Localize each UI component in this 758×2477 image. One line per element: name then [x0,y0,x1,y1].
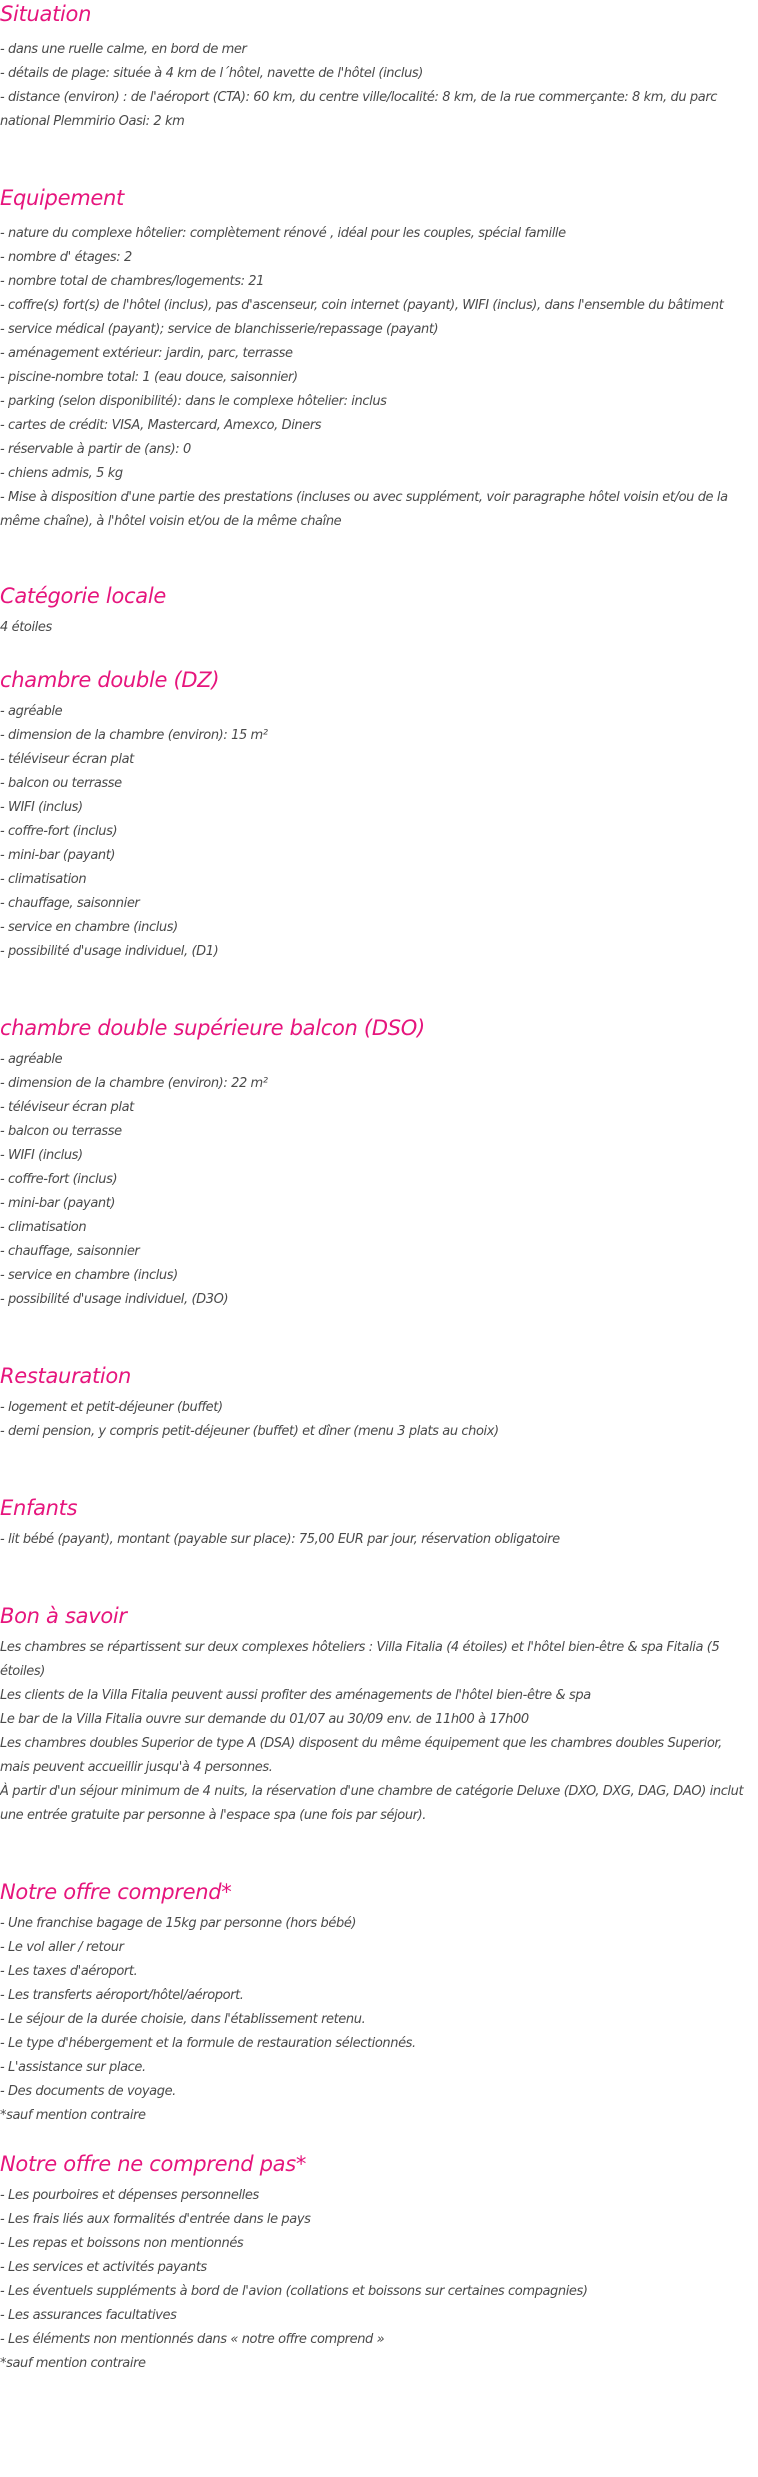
list-item: - chauffage, saisonnier [0,896,140,911]
list-item: - téléviseur écran plat [0,752,134,767]
list-item: - balcon ou terrasse [0,776,122,791]
section-title: Catégorie locale [0,584,166,608]
list-item: - aménagement extérieur: jardin, parc, terrasse [0,346,293,361]
list-item: - nombre total de chambres/logements: 21 [0,274,265,289]
footnote: *sauf mention contraire [0,2108,146,2123]
section-offre-ne-comprend-pas [0,2150,758,2376]
list-item: - coffre-fort (inclus) [0,824,118,839]
list-item: - Les repas et boissons non mentionnés [0,2236,244,2251]
section-categorie-locale [0,582,758,640]
list-item: - lit bébé (payant), montant (payable sur place): 75,00 EUR par jour, réservation obligatoire [0,1532,560,1547]
section-room-dz [0,666,758,964]
list-item: - dans une ruelle calme, en bord de mer [0,42,247,57]
list-item: - service en chambre (inclus) [0,920,178,935]
list-item: - cartes de crédit: VISA, Mastercard, Amexco, Diners [0,418,322,433]
list-item: - mini-bar (payant) [0,848,116,863]
list-item: - piscine-nombre total: 1 (eau douce, saisonnier) [0,370,298,385]
info-paragraph: À partir d'un séjour minimum de 4 nuits, la réservation d'une chambre de catégorie Deluxe (DXO, DXG, DAG, DAO) inclut une entrée gratuite par personne à l'espace spa (une fois par séjour). [0,1784,744,1823]
list-item: - téléviseur écran plat [0,1100,134,1115]
category-value: 4 étoiles [0,620,52,635]
list-item: - WIFI (inclus) [0,1148,83,1163]
list-item: - nombre d' étages: 2 [0,250,132,265]
section-title: chambre double supérieure balcon (DSO) [0,1016,425,1040]
list-item: - WIFI (inclus) [0,800,83,815]
list-item: - Les pourboires et dépenses personnelles [0,2188,259,2203]
list-item: - agréable [0,704,63,719]
section-room-dso [0,1014,758,1312]
list-item: - agréable [0,1052,63,1067]
list-item: - Les assurances facultatives [0,2308,177,2323]
section-offre-comprend [0,1878,758,2128]
section-restauration [0,1362,758,1444]
list-item: - climatisation [0,872,87,887]
info-paragraph: Le bar de la Villa Fitalia ouvre sur demande du 01/07 au 30/09 env. de 11h00 à 17h00 [0,1712,529,1727]
list-item: - Les éléments non mentionnés dans « notre offre comprend » [0,2332,385,2347]
list-item: - possibilité d'usage individuel, (D1) [0,944,219,959]
list-item: - Mise à disposition d'une partie des prestations (incluses ou avec supplément, voir paragraphe hôtel voisin et/ou de la même chaîne), à l'hôtel voisin et/ou de la même chaîne [0,490,728,529]
section-enfants [0,1494,758,1552]
section-title: Equipement [0,186,124,210]
section-situation [0,0,758,134]
list-item: - coffre(s) fort(s) de l'hôtel (inclus), pas d'ascenseur, coin internet (payant), WIFI (inclus), dans l'ensemble du bâtiment [0,298,724,313]
section-equipement [0,184,758,534]
list-item: - Le séjour de la durée choisie, dans l'établissement retenu. [0,2012,366,2027]
info-paragraph: Les chambres doubles Superior de type A (DSA) disposent du même équipement que les chambres doubles Superior, mais peuvent accueillir jusqu'à 4 personnes. [0,1736,722,1775]
footnote: *sauf mention contraire [0,2356,146,2371]
list-item: - possibilité d'usage individuel, (D3O) [0,1292,229,1307]
list-item: - Les services et activités payants [0,2260,207,2275]
list-item: - demi pension, y compris petit-déjeuner (buffet) et dîner (menu 3 plats au choix) [0,1424,499,1439]
list-item: - chauffage, saisonnier [0,1244,140,1259]
section-title: Notre offre comprend* [0,1880,232,1904]
list-item: - réservable à partir de (ans): 0 [0,442,191,457]
list-item: - mini-bar (payant) [0,1196,116,1211]
list-item: - parking (selon disponibilité): dans le complexe hôtelier: inclus [0,394,387,409]
list-item: - coffre-fort (inclus) [0,1172,118,1187]
list-item: - dimension de la chambre (environ): 15 m² [0,728,268,743]
list-item: - nature du complexe hôtelier: complètement rénové , idéal pour les couples, spécial famille [0,226,566,241]
list-item: - logement et petit-déjeuner (buffet) [0,1400,223,1415]
list-item: - chiens admis, 5 kg [0,466,123,481]
list-item: - distance (environ) : de l'aéroport (CTA): 60 km, du centre ville/localité: 8 km, de la rue commerçante: 8 km, du parc national Plemmirio Oasi: 2 km [0,90,718,129]
list-item: - L'assistance sur place. [0,2060,146,2075]
list-item: - service en chambre (inclus) [0,1268,178,1283]
list-item: - Les taxes d'aéroport. [0,1964,138,1979]
section-title: Bon à savoir [0,1604,127,1628]
section-bon-a-savoir [0,1602,758,1828]
list-item: - Les éventuels suppléments à bord de l'avion (collations et boissons sur certaines compagnies) [0,2284,588,2299]
list-item: - climatisation [0,1220,87,1235]
list-item: - Les frais liés aux formalités d'entrée dans le pays [0,2212,311,2227]
list-item: - Le vol aller / retour [0,1940,124,1955]
section-title: Enfants [0,1496,78,1520]
section-title: Restauration [0,1364,131,1388]
list-item: - Le type d'hébergement et la formule de restauration sélectionnés. [0,2036,416,2051]
list-item: - service médical (payant); service de blanchisserie/repassage (payant) [0,322,439,337]
section-title: Notre offre ne comprend pas* [0,2152,307,2176]
list-item: - Les transferts aéroport/hôtel/aéroport. [0,1988,244,2003]
info-paragraph: Les clients de la Villa Fitalia peuvent aussi profiter des aménagements de l'hôtel bien-être & spa [0,1688,591,1703]
list-item: - détails de plage: située à 4 km de l´hôtel, navette de l'hôtel (inclus) [0,66,423,81]
list-item: - balcon ou terrasse [0,1124,122,1139]
section-title: chambre double (DZ) [0,668,220,692]
list-item: - Des documents de voyage. [0,2084,176,2099]
section-title: Situation [0,2,92,26]
list-item: - Une franchise bagage de 15kg par personne (hors bébé) [0,1916,357,1931]
info-paragraph: Les chambres se répartissent sur deux complexes hôteliers : Villa Fitalia (4 étoiles) et l'hôtel bien-être & spa Fitalia (5 étoiles) [0,1640,720,1679]
list-item: - dimension de la chambre (environ): 22 m² [0,1076,268,1091]
